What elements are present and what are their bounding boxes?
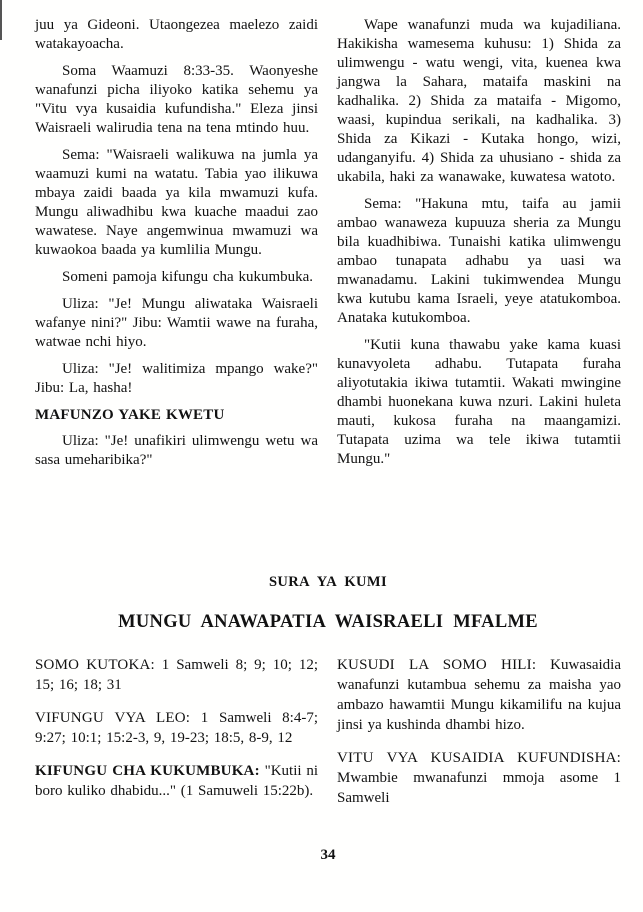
lead-somo-kutoka: SOMO KUTOKA:: [35, 657, 155, 673]
lead-vitu-vya-kusaidia: VITU VYA KUSAIDIA KUFUNDISHA:: [337, 750, 621, 766]
paragraph: "Kutii kuna thawabu yake kama kuasi kunavyoleta adhabu. Tutapata furaha aliyotutakia ikiwa tutamtii. Wakati mwingine dhambi huonekana kuwa nzuri. Lakini huleta mauti, kukosa furaha na maangamizi. Tutapata uzima wa tele ikiwa tutamtii Mungu.": [337, 337, 621, 467]
section-heading-mafunzo: MAFUNZO YAKE KWETU: [35, 407, 225, 423]
bottom-left-column: [35, 655, 318, 841]
chapter-number-label: SURA YA KUMI: [268, 574, 388, 590]
lead-kusudi-la-somo: KUSUDI LA SOMO HILI:: [337, 657, 537, 673]
paragraph-text: "Kutii ni boro kuliko dhabidu..." (1 Samuweli 15:22b).: [35, 763, 318, 799]
paragraph-text: Kuwasaidia wanafunzi kutambua sehemu za maisha yao ambazo hawamtii Mungu kikamilifu na kujua jinsi ya kushinda dhambi hizo.: [337, 657, 621, 733]
top-left-column: [35, 16, 318, 568]
lead-kifungu-cha-kukumbuka: KIFUNGU CHA KUKUMBUKA:: [35, 763, 260, 779]
paragraph: juu ya Gideoni. Utaongezea maelezo zaidi watakayoacha.: [35, 17, 318, 52]
top-right-column: [337, 16, 621, 568]
paragraph: [337, 748, 621, 808]
paragraph: [35, 655, 318, 695]
chapter-title: MUNGU ANAWAPATIA WAISRAELI MFALME: [118, 612, 538, 632]
paragraph-text: 1 Samweli 8:4-7; 9:27; 10:1; 15:2-3, 9, 19-23; 18:5, 8-9, 12: [35, 710, 318, 746]
lead-vifungu-vya-leo: VIFUNGU VYA LEO:: [35, 710, 191, 726]
page-number: 34: [320, 847, 336, 863]
paragraph: Someni pamoja kifungu cha kukumbuka.: [62, 269, 314, 285]
paragraph-text: 1 Samweli 8; 9; 10; 12; 15; 16; 18; 31: [35, 657, 318, 693]
paragraph: Wape wanafunzi muda wa kujadiliana. Hakikisha wamesema kuhusu: 1) Shida za ulimwengu - watu wengi, vita, kuenea kwa jangwa la Sahara, mataifa maskini na kadhalika. 2) Shida za mataifa - Migomo, waasi, kupindua serikali, na kadhalika. 3) Shida za Kikazi - Kutaka hongo, wizi, udanganyifu. 4) Shida za uhusiano - shida za ukabila, haki za wanawake, kuwatesa watoto.: [337, 17, 621, 185]
paragraph: [35, 708, 318, 748]
paragraph: Sema: "Waisraeli walikuwa na jumla ya waamuzi kumi na watatu. Tabia yao ilikuwa mbaya zaidi baada ya kila mwamuzi kufa. Mungu aliwadhibu kwa kuache maadui zao wawatese. Naye angemwinua mwamuzi wa kuwaokoa baada ya kumlilia Mungu.: [35, 147, 318, 258]
lesson-reference-section: [35, 655, 621, 841]
paragraph: Uliza: "Je! Mungu aliwataka Waisraeli wafanye nini?" Jibu: Wamtii wawe na furaha, watwae nchi hiyo.: [35, 296, 318, 350]
paragraph: Sema: "Hakuna mtu, taifa au jamii ambao wanaweza kupuuza sheria za Mungu bila kuadhibiwa. Tunaishi katika ulimwengu ambao tunapata adhabu ya uasi wa mwanadamu. Lakini tukimwendea Mungu kwa kutubu kama Israeli, yeye atatukomboa. Anataka kutukomboa.: [337, 196, 621, 326]
paragraph: [337, 655, 621, 735]
top-section: [35, 16, 621, 568]
paragraph-text: Mwambie mwanafunzi mmoja asome 1 Samweli: [337, 770, 621, 806]
paragraph: Soma Waamuzi 8:33-35. Waonyeshe wanafunzi picha iliyoko katika sehemu ya "Vitu vya kusaidia kufundisha." Eleza jinsi Waisraeli walirudia tena na tena mtindo huu.: [35, 63, 318, 136]
paragraph: Uliza: "Je! unafikiri ulimwengu wetu wa sasa umeharibika?": [35, 433, 318, 468]
paragraph: Uliza: "Je! walitimiza mpango wake?" Jibu: La, hasha!: [35, 361, 318, 396]
scan-artifact: [0, 0, 2, 40]
bottom-right-column: [337, 655, 621, 841]
paragraph: [35, 761, 318, 801]
